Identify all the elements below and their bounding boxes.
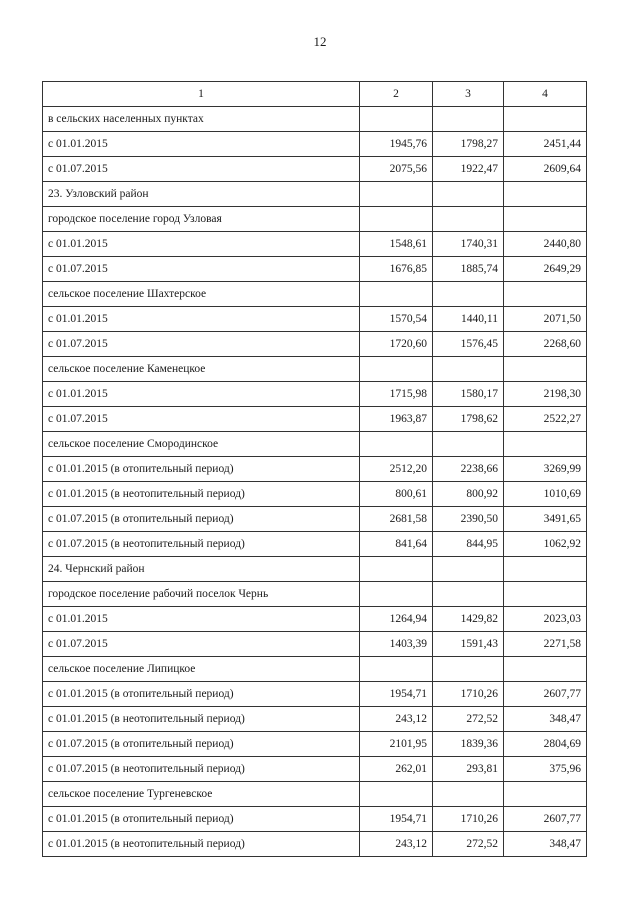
table-row — [43, 607, 587, 632]
row-value-col3: 1839,36 — [433, 732, 504, 757]
row-value-col2 — [360, 432, 433, 457]
table-row — [43, 707, 587, 732]
table-row — [43, 107, 587, 132]
table-row — [43, 407, 587, 432]
row-value-col4: 348,47 — [504, 707, 587, 732]
row-value-col3: 1798,27 — [433, 132, 504, 157]
row-label: с 01.07.2015 — [43, 407, 360, 432]
table-body — [43, 107, 587, 857]
column-header-2: 2 — [360, 82, 433, 107]
row-value-col3: 1440,11 — [433, 307, 504, 332]
row-value-col3 — [433, 282, 504, 307]
row-label: городское поселение рабочий поселок Чернь — [43, 582, 360, 607]
row-label: сельское поселение Тургеневское — [43, 782, 360, 807]
tariff-table — [42, 81, 587, 857]
row-value-col3 — [433, 357, 504, 382]
row-value-col4: 2607,77 — [504, 807, 587, 832]
row-label: с 01.07.2015 (в отопительный период) — [43, 507, 360, 532]
table-row — [43, 482, 587, 507]
row-value-col2 — [360, 182, 433, 207]
row-label: с 01.01.2015 (в неотопительный период) — [43, 707, 360, 732]
row-value-col4: 375,96 — [504, 757, 587, 782]
row-value-col4: 348,47 — [504, 832, 587, 857]
row-value-col3 — [433, 582, 504, 607]
row-value-col2: 1720,60 — [360, 332, 433, 357]
row-value-col4 — [504, 782, 587, 807]
column-header-3: 3 — [433, 82, 504, 107]
table-row — [43, 332, 587, 357]
row-value-col3: 1710,26 — [433, 682, 504, 707]
row-value-col2 — [360, 657, 433, 682]
row-value-col2 — [360, 357, 433, 382]
row-value-col4: 2271,58 — [504, 632, 587, 657]
row-value-col2: 1264,94 — [360, 607, 433, 632]
row-label: с 01.01.2015 (в отопительный период) — [43, 682, 360, 707]
row-label: с 01.01.2015 (в отопительный период) — [43, 457, 360, 482]
row-value-col2: 1963,87 — [360, 407, 433, 432]
table-row — [43, 182, 587, 207]
row-label: с 01.01.2015 (в неотопительный период) — [43, 482, 360, 507]
table-row — [43, 282, 587, 307]
row-label: с 01.01.2015 — [43, 382, 360, 407]
row-value-col2 — [360, 582, 433, 607]
row-label: с 01.07.2015 — [43, 257, 360, 282]
row-value-col3: 800,92 — [433, 482, 504, 507]
row-label: с 01.07.2015 — [43, 157, 360, 182]
row-label: городское поселение город Узловая — [43, 207, 360, 232]
table-row — [43, 307, 587, 332]
row-value-col4: 1010,69 — [504, 482, 587, 507]
row-label: с 01.07.2015 (в неотопительный период) — [43, 757, 360, 782]
row-value-col3: 1885,74 — [433, 257, 504, 282]
table-row — [43, 757, 587, 782]
row-label: с 01.01.2015 — [43, 307, 360, 332]
row-value-col2: 1945,76 — [360, 132, 433, 157]
row-value-col4: 2804,69 — [504, 732, 587, 757]
row-label: с 01.07.2015 — [43, 332, 360, 357]
table-row — [43, 257, 587, 282]
row-value-col3: 1798,62 — [433, 407, 504, 432]
row-label: сельское поселение Липицкое — [43, 657, 360, 682]
table-row — [43, 507, 587, 532]
row-value-col4 — [504, 182, 587, 207]
row-value-col3: 1591,43 — [433, 632, 504, 657]
row-value-col4: 3269,99 — [504, 457, 587, 482]
row-value-col2: 1403,39 — [360, 632, 433, 657]
row-label: в сельских населенных пунктах — [43, 107, 360, 132]
row-value-col4 — [504, 582, 587, 607]
row-value-col3 — [433, 107, 504, 132]
row-value-col4 — [504, 357, 587, 382]
row-value-col4 — [504, 432, 587, 457]
row-value-col2: 1954,71 — [360, 807, 433, 832]
table-row — [43, 557, 587, 582]
row-value-col2: 1715,98 — [360, 382, 433, 407]
row-value-col3: 1429,82 — [433, 607, 504, 632]
row-value-col3 — [433, 782, 504, 807]
row-value-col3 — [433, 182, 504, 207]
row-value-col2: 2512,20 — [360, 457, 433, 482]
row-label: с 01.07.2015 (в неотопительный период) — [43, 532, 360, 557]
row-value-col2: 262,01 — [360, 757, 433, 782]
row-value-col3 — [433, 207, 504, 232]
row-value-col4: 2023,03 — [504, 607, 587, 632]
table-row — [43, 657, 587, 682]
row-value-col3: 1710,26 — [433, 807, 504, 832]
row-value-col4 — [504, 207, 587, 232]
row-value-col4: 3491,65 — [504, 507, 587, 532]
table-row — [43, 832, 587, 857]
table-row — [43, 232, 587, 257]
row-value-col4 — [504, 282, 587, 307]
row-value-col4: 2198,30 — [504, 382, 587, 407]
table-row — [43, 357, 587, 382]
table-row — [43, 382, 587, 407]
table-row — [43, 132, 587, 157]
row-label: с 01.07.2015 (в отопительный период) — [43, 732, 360, 757]
row-value-col3 — [433, 432, 504, 457]
table-row — [43, 207, 587, 232]
row-value-col4: 2522,27 — [504, 407, 587, 432]
row-label: сельское поселение Каменецкое — [43, 357, 360, 382]
row-value-col3: 844,95 — [433, 532, 504, 557]
row-value-col3: 1576,45 — [433, 332, 504, 357]
row-value-col4: 2607,77 — [504, 682, 587, 707]
table-row — [43, 807, 587, 832]
row-label: 23. Узловский район — [43, 182, 360, 207]
row-value-col2 — [360, 782, 433, 807]
table-row — [43, 682, 587, 707]
table-header-row — [43, 82, 587, 107]
row-value-col2: 2075,56 — [360, 157, 433, 182]
row-value-col2 — [360, 107, 433, 132]
column-header-4: 4 — [504, 82, 587, 107]
table-row — [43, 582, 587, 607]
table-row — [43, 732, 587, 757]
row-value-col3 — [433, 657, 504, 682]
row-value-col2 — [360, 207, 433, 232]
row-value-col2: 2101,95 — [360, 732, 433, 757]
table-row — [43, 532, 587, 557]
row-label: 24. Чернский район — [43, 557, 360, 582]
row-label: с 01.01.2015 — [43, 607, 360, 632]
table-row — [43, 432, 587, 457]
row-value-col2: 800,61 — [360, 482, 433, 507]
table-row — [43, 782, 587, 807]
row-value-col3: 2390,50 — [433, 507, 504, 532]
row-value-col2: 243,12 — [360, 707, 433, 732]
row-label: сельское поселение Смородинское — [43, 432, 360, 457]
row-value-col3 — [433, 557, 504, 582]
row-value-col3: 272,52 — [433, 832, 504, 857]
row-value-col2: 841,64 — [360, 532, 433, 557]
row-label: с 01.01.2015 (в неотопительный период) — [43, 832, 360, 857]
row-value-col4: 1062,92 — [504, 532, 587, 557]
row-label: с 01.01.2015 — [43, 132, 360, 157]
row-value-col4 — [504, 657, 587, 682]
row-value-col2 — [360, 282, 433, 307]
row-value-col4: 2268,60 — [504, 332, 587, 357]
row-value-col4 — [504, 557, 587, 582]
row-value-col2: 243,12 — [360, 832, 433, 857]
row-label: сельское поселение Шахтерское — [43, 282, 360, 307]
table-row — [43, 457, 587, 482]
row-value-col4 — [504, 107, 587, 132]
row-value-col2: 1954,71 — [360, 682, 433, 707]
row-value-col3: 1922,47 — [433, 157, 504, 182]
column-header-1: 1 — [43, 82, 360, 107]
row-value-col3: 1580,17 — [433, 382, 504, 407]
row-value-col2 — [360, 557, 433, 582]
row-value-col3: 272,52 — [433, 707, 504, 732]
row-value-col4: 2609,64 — [504, 157, 587, 182]
row-value-col4: 2649,29 — [504, 257, 587, 282]
page-number: 12 — [313, 34, 327, 49]
row-value-col4: 2071,50 — [504, 307, 587, 332]
row-value-col4: 2440,80 — [504, 232, 587, 257]
table-row — [43, 632, 587, 657]
row-label: с 01.07.2015 — [43, 632, 360, 657]
row-label: с 01.01.2015 (в отопительный период) — [43, 807, 360, 832]
row-value-col4: 2451,44 — [504, 132, 587, 157]
row-label: с 01.01.2015 — [43, 232, 360, 257]
table-row — [43, 157, 587, 182]
row-value-col2: 1548,61 — [360, 232, 433, 257]
row-value-col3: 1740,31 — [433, 232, 504, 257]
row-value-col2: 1570,54 — [360, 307, 433, 332]
row-value-col3: 2238,66 — [433, 457, 504, 482]
row-value-col2: 2681,58 — [360, 507, 433, 532]
row-value-col3: 293,81 — [433, 757, 504, 782]
row-value-col2: 1676,85 — [360, 257, 433, 282]
